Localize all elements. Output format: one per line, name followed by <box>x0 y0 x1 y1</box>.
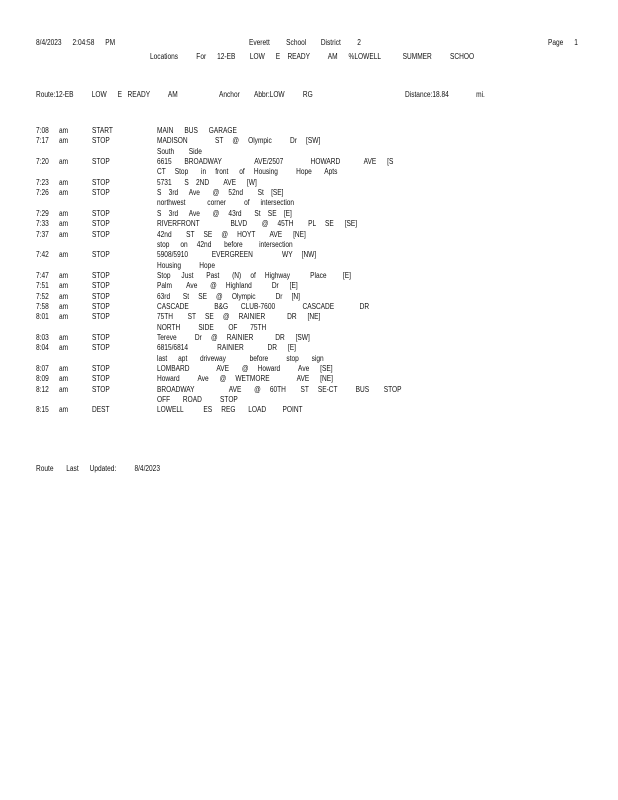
stop-time: 7:33 <box>36 219 49 229</box>
stop-ampm: am <box>59 219 69 229</box>
stop-ampm: am <box>59 250 69 260</box>
stop-type: STOP <box>92 312 110 322</box>
stop-location: 6615 BROADWAY AVE/2507 HOWARD AVE [S <box>157 157 394 167</box>
stop-type: STOP <box>92 364 110 374</box>
stop-location: 6815/6814 RAINIER DR [E] <box>157 343 296 353</box>
stop-ampm: am <box>59 312 69 322</box>
stop-type: STOP <box>92 384 110 394</box>
stop-location: S 3rd Ave @ 52nd St [SE] <box>157 188 284 198</box>
stop-location-note: South Side <box>157 146 202 156</box>
report-subtitle: Locations For 12-EB LOW E READY AM %LOWELL SUMMER SCHOO <box>150 52 475 61</box>
stop-type: STOP <box>92 281 110 291</box>
stop-location-note: CT Stop in front of Housing Hope Apts <box>157 167 338 177</box>
stop-ampm: am <box>59 157 69 167</box>
stop-time: 8:15 <box>36 405 49 415</box>
stop-ampm: am <box>59 333 69 342</box>
stop-location-note: northwest corner of intersection <box>157 198 295 208</box>
stop-type: STOP <box>92 333 110 342</box>
report-date-time: 8/4/2023 2:04:58 PM <box>36 38 116 47</box>
stop-time: 8:03 <box>36 333 49 342</box>
stop-location: Stop Just Past (N) of Highway Place [E] <box>157 270 351 280</box>
stop-time: 8:07 <box>36 364 49 374</box>
stop-ampm: am <box>59 405 69 415</box>
stop-ampm: am <box>59 229 69 239</box>
stop-ampm: am <box>59 281 69 291</box>
stop-location: MAIN BUS GARAGE <box>157 126 237 135</box>
stop-location: 42nd ST SE @ HOYT AVE [NE] <box>157 229 306 239</box>
stop-time: 8:04 <box>36 343 49 353</box>
stop-ampm: am <box>59 301 69 311</box>
stop-time: 7:58 <box>36 301 49 311</box>
stop-type: STOP <box>92 136 110 146</box>
stop-ampm: am <box>59 374 69 384</box>
stop-time: 7:17 <box>36 136 49 146</box>
stop-ampm: am <box>59 126 69 135</box>
stop-type: DEST <box>92 405 110 415</box>
stop-time: 7:37 <box>36 229 49 239</box>
stop-time: 7:51 <box>36 281 49 291</box>
page-number: Page 1 <box>548 38 578 47</box>
stop-time: 7:47 <box>36 270 49 280</box>
stop-time: 8:12 <box>36 384 49 394</box>
route-last-updated: Route Last Updated: 8/4/2023 <box>36 464 160 473</box>
stop-time: 7:42 <box>36 250 49 260</box>
stop-location-note: stop on 42nd before intersection <box>157 239 293 249</box>
stop-location-note: last apt driveway before stop sign <box>157 353 324 363</box>
stop-type: STOP <box>92 343 110 353</box>
stop-ampm: am <box>59 177 69 187</box>
stop-ampm: am <box>59 364 69 374</box>
stop-type: STOP <box>92 229 110 239</box>
stop-ampm: am <box>59 270 69 280</box>
stop-time: 8:09 <box>36 374 49 384</box>
stop-location: BROADWAY AVE @ 60TH ST SE-CT BUS STOP <box>157 384 402 394</box>
stop-location: S 3rd Ave @ 43rd St SE [E] <box>157 208 292 218</box>
stop-type: STOP <box>92 208 110 218</box>
stop-type: STOP <box>92 219 110 229</box>
stop-type: STOP <box>92 177 110 187</box>
stop-ampm: am <box>59 136 69 146</box>
stop-location: LOWELL ES REG LOAD POINT <box>157 405 303 415</box>
stop-location: 5731 S 2ND AVE [W] <box>157 177 257 187</box>
stop-time: 7:20 <box>36 157 49 167</box>
stop-type: STOP <box>92 291 110 301</box>
stop-ampm: am <box>59 291 69 301</box>
stop-location-note: Housing Hope <box>157 260 215 270</box>
stop-location: MADISON ST @ Olympic Dr [SW] <box>157 136 321 146</box>
stop-type: START <box>92 126 113 135</box>
stop-location: 75TH ST SE @ RAINIER DR [NE] <box>157 312 321 322</box>
stop-type: STOP <box>92 270 110 280</box>
stop-location: 5908/5910 EVERGREEN WY [NW] <box>157 250 317 260</box>
route-anchor: Anchor Abbr:LOW RG <box>219 90 313 99</box>
stop-time: 7:29 <box>36 208 49 218</box>
stop-type: STOP <box>92 157 110 167</box>
stop-location: 63rd St SE @ Olympic Dr [N] <box>157 291 301 301</box>
stop-time: 7:23 <box>36 177 49 187</box>
stop-time: 7:08 <box>36 126 49 135</box>
stop-time: 7:26 <box>36 188 49 198</box>
stop-location-note: NORTH SIDE OF 75TH <box>157 322 267 332</box>
stop-type: STOP <box>92 374 110 384</box>
stop-ampm: am <box>59 343 69 353</box>
stop-type: STOP <box>92 188 110 198</box>
stop-location: RIVERFRONT BLVD @ 45TH PL SE [SE] <box>157 219 358 229</box>
stop-location: Palm Ave @ Highland Dr [E] <box>157 281 298 291</box>
stop-type: STOP <box>92 301 110 311</box>
stop-location-note: OFF ROAD STOP <box>157 395 238 405</box>
stop-time: 8:01 <box>36 312 49 322</box>
stop-location: Tereve Dr @ RAINIER DR [SW] <box>157 333 310 342</box>
stop-ampm: am <box>59 208 69 218</box>
stop-type: STOP <box>92 250 110 260</box>
stop-location: LOMBARD AVE @ Howard Ave [SE] <box>157 364 333 374</box>
stop-time: 7:52 <box>36 291 49 301</box>
report-title: Everett School District 2 <box>249 38 361 47</box>
stop-location: Howard Ave @ WETMORE AVE [NE] <box>157 374 333 384</box>
route-label: Route:12-EB LOW E READY AM <box>36 90 178 99</box>
stop-location: CASCADE B&G CLUB-7600 CASCADE DR <box>157 301 370 311</box>
stop-ampm: am <box>59 384 69 394</box>
route-distance: Distance:18.84 mi. <box>405 90 485 99</box>
stop-ampm: am <box>59 188 69 198</box>
